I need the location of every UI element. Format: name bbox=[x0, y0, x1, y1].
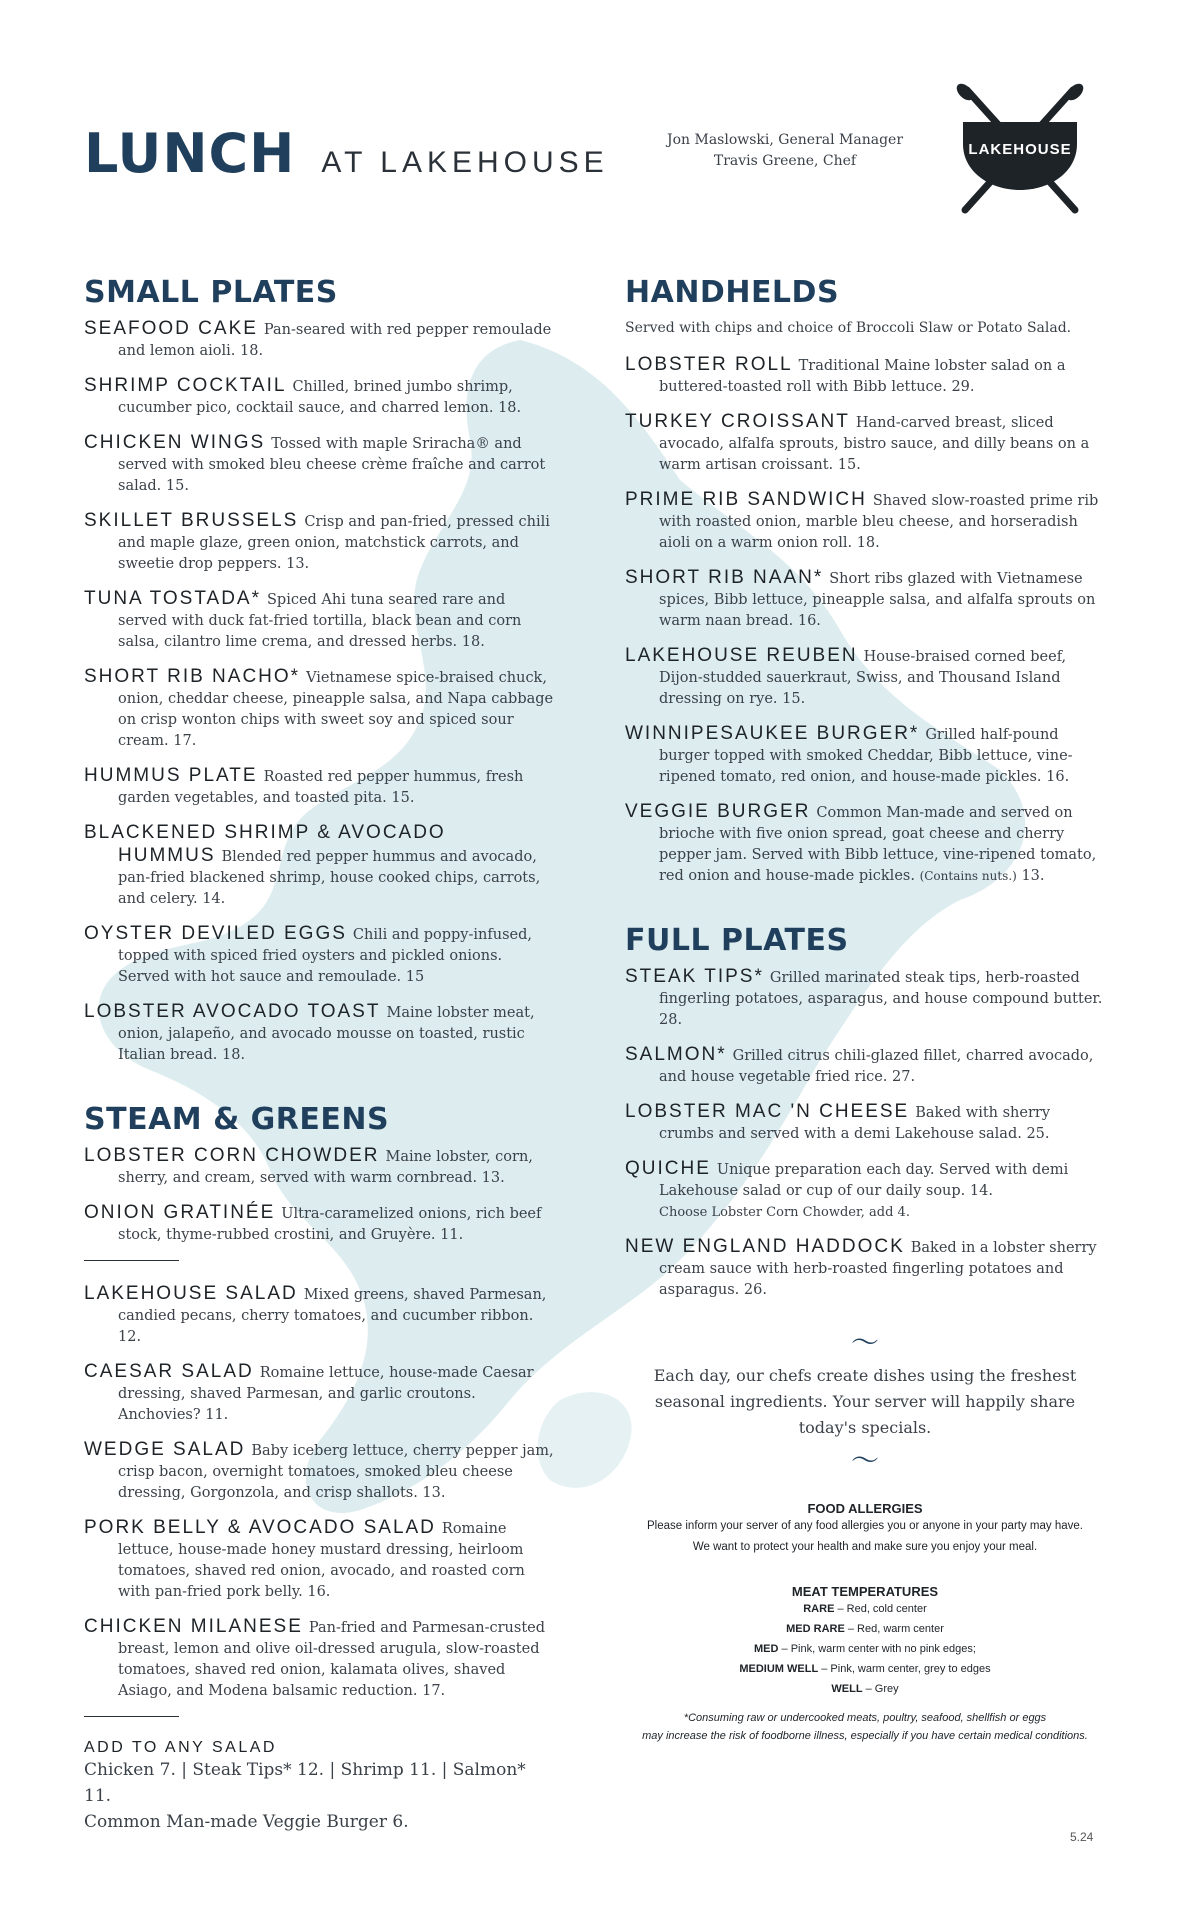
menu-item: WEDGE SALAD Baby iceberg lettuce, cherry pepper jam, crisp bacon, overnight tomatoes, smoked bleu cheese dressing, Gorgonzola, and crisp shallots. 13. bbox=[84, 1439, 554, 1501]
menu-item: LAKEHOUSE REUBEN House-braised corned beef, Dijon-studded sauerkraut, Swiss, and Thousand Island dressing on rye. 15. bbox=[625, 645, 1067, 707]
meat-temperatures-block bbox=[625, 1584, 1105, 1745]
menu-item: PRIME RIB SANDWICH Shaved slow-roasted prime rib with roasted onion, marble bleu cheese, and horseradish aioli on a warm onion roll. 18. bbox=[625, 489, 1099, 551]
menu-title bbox=[84, 122, 609, 185]
menu-item: HUMMUS PLATE Roasted red pepper hummus, fresh garden vegetables, and toasted pita. 15. bbox=[84, 765, 524, 806]
temperature-row: RARE – Red, cold center bbox=[803, 1603, 927, 1615]
handhelds-heading: HANDHELDS bbox=[625, 275, 840, 310]
menu-item: SHRIMP COCKTAIL Chilled, brined jumbo shrimp, cucumber pico, cocktail sauce, and charred lemon. 18. bbox=[84, 375, 522, 416]
menu-item: OYSTER DEVILED EGGS Chili and poppy-infused, topped with spiced fried oysters and pickled onions. Served with hot sauce and remoulade. 15 bbox=[84, 923, 532, 985]
menu-item: CHICKEN MILANESE Pan-fried and Parmesan-crusted breast, lemon and olive oil-dressed arugula, slow-roasted tomatoes, shaved red onion, kalamata olives, shaved Asiago, and Modena balsamic reduction. 17. bbox=[84, 1616, 546, 1699]
handhelds-note: Served with chips and choice of Broccoli Slaw or Potato Salad. bbox=[625, 320, 1072, 336]
menu-item: CAESAR SALAD Romaine lettuce, house-made Caesar dressing, shaved Parmesan, and garlic croutons. Anchovies? 11. bbox=[84, 1361, 534, 1423]
allergies-line: We want to protect your health and make sure you enjoy your meal. bbox=[692, 1541, 1038, 1553]
menu-item: BLACKENED SHRIMP & AVOCADO HUMMUS Blended red pepper hummus and avocado, pan-fried blackened shrimp, house cooked chips, carrots, and celery. 14. bbox=[84, 822, 541, 907]
right-column bbox=[625, 275, 1105, 1745]
menu-item: CHICKEN WINGS Tossed with maple Sriracha® and served with smoked bleu cheese crème fraîche and carrot salad. 15. bbox=[84, 432, 546, 494]
divider bbox=[84, 1716, 179, 1717]
menu-item: WINNIPESAUKEE BURGER* Grilled half-pound burger topped with smoked Cheddar, Bibb lettuce, vine-ripened tomato, red onion, and house-made pickles. 16. bbox=[625, 723, 1073, 785]
full-plates-list bbox=[625, 966, 1105, 1301]
small-plates-list bbox=[84, 318, 554, 1066]
general-manager: Jon Maslowski, General Manager bbox=[666, 132, 904, 148]
steam-greens-heading: STEAM & GREENS bbox=[84, 1102, 390, 1137]
small-plates-heading: SMALL PLATES bbox=[84, 275, 338, 310]
allergies-line: Please inform your server of any food allergies you or anyone in your party may have. bbox=[647, 1520, 1083, 1532]
menu-item: QUICHE Unique preparation each day. Served with demi Lakehouse salad or cup of our daily soup. 14. Choose Lobster Corn Chowder, add 4. bbox=[625, 1158, 1069, 1220]
at-lakehouse-subtitle: AT LAKEHOUSE bbox=[321, 146, 609, 179]
menu-item: LOBSTER AVOCADO TOAST Maine lobster meat, onion, jalapeño, and avocado mousse on toasted, rustic Italian bread. 18. bbox=[84, 1001, 535, 1063]
menu-version: 5.24 bbox=[1070, 1830, 1094, 1844]
menu-item: TURKEY CROISSANT Hand-carved breast, sliced avocado, alfalfa sprouts, bistro sauce, and dilly beans on a warm artisan croissant. 15. bbox=[625, 411, 1090, 473]
menu-item: LOBSTER ROLL Traditional Maine lobster salad on a buttered-toasted roll with Bibb lettuce. 29. bbox=[625, 354, 1066, 395]
add-to-salad-heading: ADD TO ANY SALAD bbox=[84, 1739, 277, 1756]
menu-item: SALMON* Grilled citrus chili-glazed fillet, charred avocado, and house vegetable fried rice. 27. bbox=[625, 1044, 1094, 1085]
squiggle-ornament: 〜 bbox=[850, 1444, 879, 1477]
menu-item: SHORT RIB NAAN* Short ribs glazed with Vietnamese spices, Bibb lettuce, pineapple salsa, and alfalfa sprouts on warm naan bread. 16. bbox=[625, 567, 1096, 629]
menu-item: STEAK TIPS* Grilled marinated steak tips, herb-roasted fingerling potatoes, asparagus, and house compound butter. 28. bbox=[625, 966, 1103, 1028]
consumption-disclaimer: *Consuming raw or undercooked meats, poultry, seafood, shellfish or eggs may increase the risk of foodborne illness, especially if you have certain medical conditions. bbox=[642, 1712, 1088, 1742]
meat-temperatures-heading: MEAT TEMPERATURES bbox=[791, 1584, 939, 1599]
divider bbox=[84, 1260, 179, 1261]
temperature-row: WELL – Grey bbox=[831, 1683, 899, 1695]
menu-item: LAKEHOUSE SALAD Mixed greens, shaved Parmesan, candied pecans, cherry tomatoes, and cucumber ribbon. 12. bbox=[84, 1283, 547, 1345]
temperature-row: MEDIUM WELL – Pink, warm center, grey to edges bbox=[739, 1663, 991, 1675]
menu-item: VEGGIE BURGER Common Man-made and served on brioche with five onion spread, goat cheese and cherry pepper jam. Served with Bibb lettuce, vine-ripened tomato, red onion and house-made pickles. (Contains nuts.) 13. bbox=[625, 801, 1097, 884]
menu-item: LOBSTER MAC 'N CHEESE Baked with sherry crumbs and served with a demi Lakehouse salad. 25. bbox=[625, 1101, 1051, 1142]
food-allergies-heading: FOOD ALLERGIES bbox=[807, 1501, 923, 1516]
salad-addon-veggie: Common Man-made Veggie Burger 6. bbox=[84, 1812, 409, 1832]
temperature-row: MED RARE – Red, warm center bbox=[786, 1623, 944, 1635]
full-plates-heading: FULL PLATES bbox=[625, 923, 849, 958]
menu-item: SHORT RIB NACHO* Vietnamese spice-braised chuck, onion, cheddar cheese, pineapple salsa, and Napa cabbage on crisp wonton chips with sweet soy and spiced sour cream. 17. bbox=[84, 666, 554, 749]
squiggle-ornament: 〜 bbox=[850, 1326, 879, 1359]
soups-list bbox=[84, 1145, 554, 1246]
menu-item: ONION GRATINÉE Ultra-caramelized onions, rich beef stock, thyme-rubbed crostini, and Gruyère. 11. bbox=[84, 1202, 542, 1243]
menu-item: PORK BELLY & AVOCADO SALAD Romaine lettuce, house-made honey mustard dressing, heirloom tomatoes, shaved red onion, avocado, and roasted corn with pan-fried pork belly. 16. bbox=[84, 1517, 525, 1600]
menu-item: SEAFOOD CAKE Pan-seared with red pepper remoulade and lemon aioli. 18. bbox=[84, 318, 552, 359]
food-allergies-block bbox=[625, 1501, 1105, 1558]
lunch-heading: LUNCH bbox=[84, 122, 296, 185]
temperature-row: MED – Pink, warm center with no pink edges; bbox=[754, 1643, 976, 1655]
left-column bbox=[84, 275, 554, 1835]
logo-text: LAKEHOUSE bbox=[968, 141, 1072, 158]
menu-item: TUNA TOSTADA* Spiced Ahi tuna seared rare and served with duck fat-fried tortilla, black bean and corn salsa, cilantro lime crema, and dressed herbs. 18. bbox=[84, 588, 522, 650]
salads-list bbox=[84, 1283, 554, 1702]
specials-block bbox=[625, 1326, 1105, 1477]
handhelds-list bbox=[625, 354, 1105, 887]
salad-addons: Chicken 7. | Steak Tips* 12. | Shrimp 11. | Salmon* 11. bbox=[84, 1760, 526, 1806]
chef-specials-note: Each day, our chefs create dishes using the freshest seasonal ingredients. Your server will happily share today's specials. bbox=[653, 1366, 1077, 1437]
chef: Travis Greene, Chef bbox=[713, 153, 857, 169]
menu-item: LOBSTER CORN CHOWDER Maine lobster, corn, sherry, and cream, served with warm cornbread. 13. bbox=[84, 1145, 533, 1186]
staff-credits bbox=[620, 130, 950, 172]
menu-item: NEW ENGLAND HADDOCK Baked in a lobster sherry cream sauce with herb-roasted fingerling potatoes and asparagus. 26. bbox=[625, 1236, 1097, 1298]
menu-item: SKILLET BRUSSELS Crisp and pan-fried, pressed chili and maple glaze, green onion, matchstick carrots, and sweetie drop peppers. 13. bbox=[84, 510, 550, 572]
lakehouse-oars-logo bbox=[945, 82, 1095, 222]
